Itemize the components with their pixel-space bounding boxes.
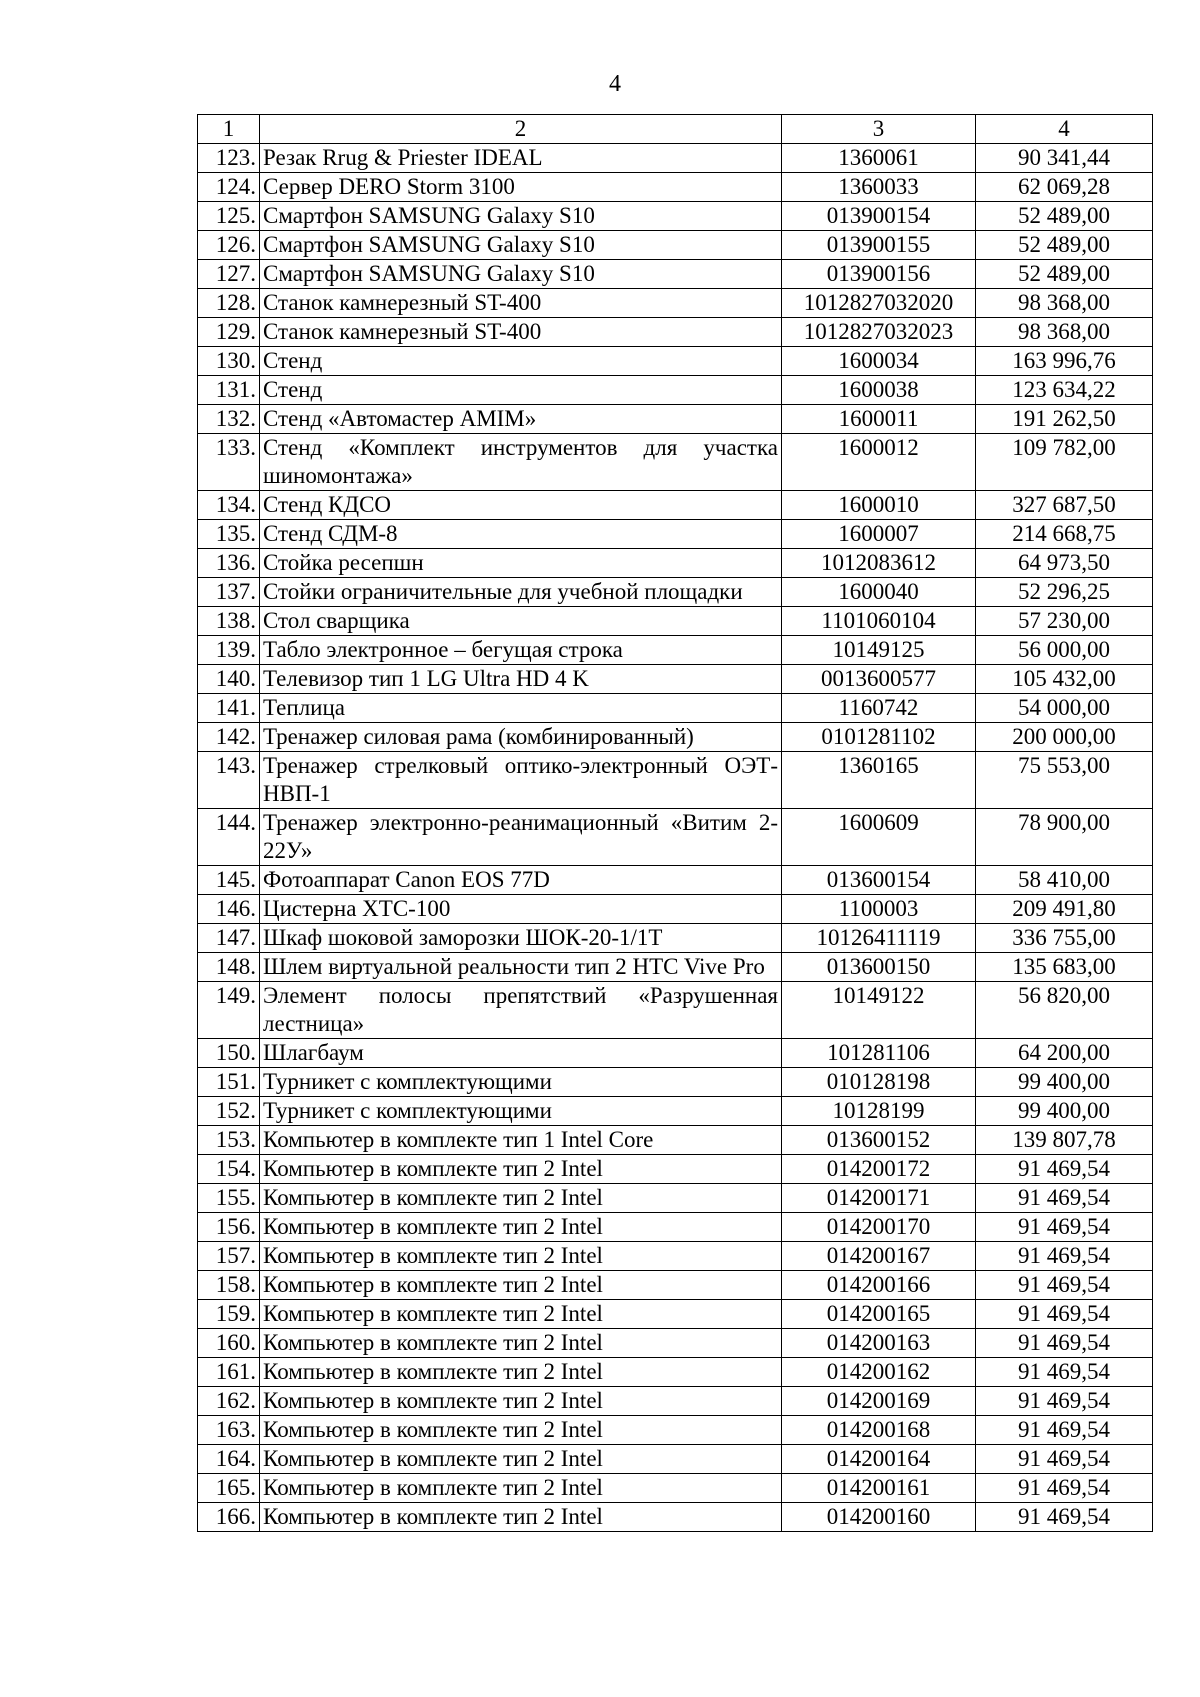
row-value: 52 489,00 bbox=[976, 260, 1153, 289]
row-inventory-code: 014200169 bbox=[782, 1387, 976, 1416]
row-name: Резак Rrug & Priester IDEAL bbox=[260, 144, 782, 173]
table-row bbox=[198, 1416, 1153, 1445]
row-number: 163. bbox=[198, 1416, 260, 1445]
row-number: 149. bbox=[198, 982, 260, 1039]
row-inventory-code: 013900154 bbox=[782, 202, 976, 231]
table-row bbox=[198, 1445, 1153, 1474]
row-number: 145. bbox=[198, 866, 260, 895]
page-number: 4 bbox=[609, 71, 621, 97]
row-inventory-code: 1600010 bbox=[782, 491, 976, 520]
row-inventory-code: 1600609 bbox=[782, 809, 976, 866]
table-row bbox=[198, 1358, 1153, 1387]
row-number: 144. bbox=[198, 809, 260, 866]
row-value: 52 489,00 bbox=[976, 202, 1153, 231]
row-number: 125. bbox=[198, 202, 260, 231]
row-name: Компьютер в комплекте тип 2 Intel bbox=[260, 1329, 782, 1358]
row-inventory-code: 1360061 bbox=[782, 144, 976, 173]
row-name: Компьютер в комплекте тип 2 Intel bbox=[260, 1271, 782, 1300]
row-value: 139 807,78 bbox=[976, 1126, 1153, 1155]
row-number: 126. bbox=[198, 231, 260, 260]
table-row bbox=[198, 1474, 1153, 1503]
table-row bbox=[198, 173, 1153, 202]
row-name: Станок камнерезный ST-400 bbox=[260, 318, 782, 347]
row-value: 62 069,28 bbox=[976, 173, 1153, 202]
row-number: 142. bbox=[198, 723, 260, 752]
table-row bbox=[198, 1039, 1153, 1068]
row-name: Шлем виртуальной реальности тип 2 HTC Vive Pro bbox=[260, 953, 782, 982]
table-row bbox=[198, 376, 1153, 405]
row-inventory-code: 014200172 bbox=[782, 1155, 976, 1184]
row-inventory-code: 1012083612 bbox=[782, 549, 976, 578]
table-row bbox=[198, 347, 1153, 376]
row-value: 58 410,00 bbox=[976, 866, 1153, 895]
row-number: 159. bbox=[198, 1300, 260, 1329]
row-name: Компьютер в комплекте тип 2 Intel bbox=[260, 1416, 782, 1445]
row-name: Тренажер силовая рама (комбинированный) bbox=[260, 723, 782, 752]
row-value: 64 973,50 bbox=[976, 549, 1153, 578]
row-value: 91 469,54 bbox=[976, 1416, 1153, 1445]
row-inventory-code: 014200164 bbox=[782, 1445, 976, 1474]
row-inventory-code: 014200165 bbox=[782, 1300, 976, 1329]
row-name: Стенд bbox=[260, 376, 782, 405]
row-name: Стенд bbox=[260, 347, 782, 376]
table-row bbox=[198, 144, 1153, 173]
row-number: 156. bbox=[198, 1213, 260, 1242]
header-col-2: 2 bbox=[260, 115, 782, 144]
row-value: 135 683,00 bbox=[976, 953, 1153, 982]
table-header-row bbox=[198, 115, 1153, 144]
row-value: 75 553,00 bbox=[976, 752, 1153, 809]
table-row bbox=[198, 752, 1153, 809]
row-inventory-code: 014200162 bbox=[782, 1358, 976, 1387]
row-number: 130. bbox=[198, 347, 260, 376]
row-number: 143. bbox=[198, 752, 260, 809]
row-value: 56 820,00 bbox=[976, 982, 1153, 1039]
row-number: 123. bbox=[198, 144, 260, 173]
row-number: 129. bbox=[198, 318, 260, 347]
row-number: 166. bbox=[198, 1503, 260, 1532]
row-number: 160. bbox=[198, 1329, 260, 1358]
row-name: Смартфон SAMSUNG Galaxy S10 bbox=[260, 260, 782, 289]
row-value: 98 368,00 bbox=[976, 318, 1153, 347]
row-inventory-code: 014200170 bbox=[782, 1213, 976, 1242]
table-row bbox=[198, 665, 1153, 694]
row-value: 91 469,54 bbox=[976, 1503, 1153, 1532]
row-number: 153. bbox=[198, 1126, 260, 1155]
table-row bbox=[198, 1155, 1153, 1184]
row-inventory-code: 014200168 bbox=[782, 1416, 976, 1445]
row-value: 91 469,54 bbox=[976, 1474, 1153, 1503]
header-col-1: 1 bbox=[198, 115, 260, 144]
row-inventory-code: 10149122 bbox=[782, 982, 976, 1039]
row-inventory-code: 013600154 bbox=[782, 866, 976, 895]
table-row bbox=[198, 549, 1153, 578]
table-row bbox=[198, 1387, 1153, 1416]
row-inventory-code: 014200163 bbox=[782, 1329, 976, 1358]
row-value: 91 469,54 bbox=[976, 1358, 1153, 1387]
row-value: 56 000,00 bbox=[976, 636, 1153, 665]
row-name: Стенд СДМ-8 bbox=[260, 520, 782, 549]
row-name: Табло электронное – бегущая строка bbox=[260, 636, 782, 665]
row-value: 99 400,00 bbox=[976, 1068, 1153, 1097]
row-inventory-code: 013900155 bbox=[782, 231, 976, 260]
row-name: Стенд «Автомастер AMIM» bbox=[260, 405, 782, 434]
row-number: 138. bbox=[198, 607, 260, 636]
row-number: 151. bbox=[198, 1068, 260, 1097]
row-value: 327 687,50 bbox=[976, 491, 1153, 520]
row-name: Стенд КДСО bbox=[260, 491, 782, 520]
table-row bbox=[198, 982, 1153, 1039]
row-inventory-code: 1012827032023 bbox=[782, 318, 976, 347]
row-inventory-code: 013600150 bbox=[782, 953, 976, 982]
row-inventory-code: 013900156 bbox=[782, 260, 976, 289]
row-inventory-code: 1012827032020 bbox=[782, 289, 976, 318]
row-inventory-code: 0013600577 bbox=[782, 665, 976, 694]
row-inventory-code: 1101060104 bbox=[782, 607, 976, 636]
table-row bbox=[198, 491, 1153, 520]
row-name: Стенд «Комплект инструментов для участка шиномонтажа» bbox=[260, 434, 782, 491]
row-name: Компьютер в комплекте тип 1 Intel Core bbox=[260, 1126, 782, 1155]
row-inventory-code: 10128199 bbox=[782, 1097, 976, 1126]
table-row bbox=[198, 289, 1153, 318]
table-row bbox=[198, 1329, 1153, 1358]
row-number: 164. bbox=[198, 1445, 260, 1474]
row-value: 52 489,00 bbox=[976, 231, 1153, 260]
table-row bbox=[198, 1068, 1153, 1097]
row-inventory-code: 1600038 bbox=[782, 376, 976, 405]
table-row bbox=[198, 318, 1153, 347]
row-value: 214 668,75 bbox=[976, 520, 1153, 549]
table-row bbox=[198, 1184, 1153, 1213]
row-inventory-code: 1160742 bbox=[782, 694, 976, 723]
row-value: 91 469,54 bbox=[976, 1387, 1153, 1416]
row-inventory-code: 1600011 bbox=[782, 405, 976, 434]
row-inventory-code: 010128198 bbox=[782, 1068, 976, 1097]
row-value: 91 469,54 bbox=[976, 1155, 1153, 1184]
row-value: 54 000,00 bbox=[976, 694, 1153, 723]
row-number: 165. bbox=[198, 1474, 260, 1503]
table-row bbox=[198, 924, 1153, 953]
row-number: 131. bbox=[198, 376, 260, 405]
row-name: Смартфон SAMSUNG Galaxy S10 bbox=[260, 202, 782, 231]
row-value: 91 469,54 bbox=[976, 1213, 1153, 1242]
table-row bbox=[198, 809, 1153, 866]
row-name: Тренажер стрелковый оптико-электронный ОЭТ-НВП-1 bbox=[260, 752, 782, 809]
row-value: 209 491,80 bbox=[976, 895, 1153, 924]
row-value: 91 469,54 bbox=[976, 1184, 1153, 1213]
row-inventory-code: 1360033 bbox=[782, 173, 976, 202]
table-row bbox=[198, 895, 1153, 924]
row-inventory-code: 101281106 bbox=[782, 1039, 976, 1068]
row-inventory-code: 014200160 bbox=[782, 1503, 976, 1532]
table-row bbox=[198, 231, 1153, 260]
row-number: 154. bbox=[198, 1155, 260, 1184]
row-value: 98 368,00 bbox=[976, 289, 1153, 318]
table-body bbox=[198, 144, 1153, 1532]
table-row bbox=[198, 434, 1153, 491]
table-row bbox=[198, 1213, 1153, 1242]
table-row bbox=[198, 723, 1153, 752]
table-row bbox=[198, 578, 1153, 607]
table-row bbox=[198, 607, 1153, 636]
row-value: 163 996,76 bbox=[976, 347, 1153, 376]
row-number: 137. bbox=[198, 578, 260, 607]
table-row bbox=[198, 202, 1153, 231]
row-value: 91 469,54 bbox=[976, 1271, 1153, 1300]
row-name: Компьютер в комплекте тип 2 Intel bbox=[260, 1503, 782, 1532]
row-inventory-code: 1600007 bbox=[782, 520, 976, 549]
row-name: Компьютер в комплекте тип 2 Intel bbox=[260, 1184, 782, 1213]
row-value: 91 469,54 bbox=[976, 1445, 1153, 1474]
row-name: Элемент полосы препятствий «Разрушенная лестница» bbox=[260, 982, 782, 1039]
row-number: 135. bbox=[198, 520, 260, 549]
table-row bbox=[198, 636, 1153, 665]
row-number: 140. bbox=[198, 665, 260, 694]
row-value: 200 000,00 bbox=[976, 723, 1153, 752]
table-row bbox=[198, 520, 1153, 549]
row-name: Турникет с комплектующими bbox=[260, 1068, 782, 1097]
row-number: 157. bbox=[198, 1242, 260, 1271]
row-number: 161. bbox=[198, 1358, 260, 1387]
row-value: 91 469,54 bbox=[976, 1242, 1153, 1271]
row-name: Компьютер в комплекте тип 2 Intel bbox=[260, 1387, 782, 1416]
row-number: 136. bbox=[198, 549, 260, 578]
header-col-3: 3 bbox=[782, 115, 976, 144]
row-inventory-code: 1600012 bbox=[782, 434, 976, 491]
row-name: Компьютер в комплекте тип 2 Intel bbox=[260, 1358, 782, 1387]
row-number: 139. bbox=[198, 636, 260, 665]
row-inventory-code: 014200161 bbox=[782, 1474, 976, 1503]
row-name: Компьютер в комплекте тип 2 Intel bbox=[260, 1300, 782, 1329]
row-inventory-code: 014200166 bbox=[782, 1271, 976, 1300]
table-row bbox=[198, 694, 1153, 723]
row-number: 148. bbox=[198, 953, 260, 982]
row-value: 90 341,44 bbox=[976, 144, 1153, 173]
table-row bbox=[198, 1271, 1153, 1300]
table-row bbox=[198, 866, 1153, 895]
row-number: 132. bbox=[198, 405, 260, 434]
row-number: 127. bbox=[198, 260, 260, 289]
row-value: 52 296,25 bbox=[976, 578, 1153, 607]
row-number: 146. bbox=[198, 895, 260, 924]
row-number: 155. bbox=[198, 1184, 260, 1213]
row-inventory-code: 10149125 bbox=[782, 636, 976, 665]
row-value: 57 230,00 bbox=[976, 607, 1153, 636]
row-number: 152. bbox=[198, 1097, 260, 1126]
row-value: 91 469,54 bbox=[976, 1300, 1153, 1329]
header-col-4: 4 bbox=[976, 115, 1153, 144]
row-name: Турникет с комплектующими bbox=[260, 1097, 782, 1126]
table-row bbox=[198, 1126, 1153, 1155]
row-value: 109 782,00 bbox=[976, 434, 1153, 491]
row-value: 64 200,00 bbox=[976, 1039, 1153, 1068]
row-number: 147. bbox=[198, 924, 260, 953]
table-row bbox=[198, 953, 1153, 982]
table-row bbox=[198, 260, 1153, 289]
row-name: Смартфон SAMSUNG Galaxy S10 bbox=[260, 231, 782, 260]
row-number: 158. bbox=[198, 1271, 260, 1300]
row-value: 336 755,00 bbox=[976, 924, 1153, 953]
row-name: Станок камнерезный ST-400 bbox=[260, 289, 782, 318]
table-row bbox=[198, 1503, 1153, 1532]
row-number: 150. bbox=[198, 1039, 260, 1068]
row-name: Компьютер в комплекте тип 2 Intel bbox=[260, 1445, 782, 1474]
table-row bbox=[198, 405, 1153, 434]
row-number: 133. bbox=[198, 434, 260, 491]
row-name: Компьютер в комплекте тип 2 Intel bbox=[260, 1213, 782, 1242]
table-row bbox=[198, 1097, 1153, 1126]
row-number: 124. bbox=[198, 173, 260, 202]
row-value: 91 469,54 bbox=[976, 1329, 1153, 1358]
row-inventory-code: 1600040 bbox=[782, 578, 976, 607]
row-value: 123 634,22 bbox=[976, 376, 1153, 405]
row-inventory-code: 014200167 bbox=[782, 1242, 976, 1271]
row-name: Компьютер в комплекте тип 2 Intel bbox=[260, 1155, 782, 1184]
row-name: Фотоаппарат Canon EOS 77D bbox=[260, 866, 782, 895]
row-name: Телевизор тип 1 LG Ultra HD 4 K bbox=[260, 665, 782, 694]
row-name: Цистерна ХТС-100 bbox=[260, 895, 782, 924]
row-inventory-code: 014200171 bbox=[782, 1184, 976, 1213]
inventory-table bbox=[197, 114, 1153, 1532]
row-inventory-code: 0101281102 bbox=[782, 723, 976, 752]
row-number: 128. bbox=[198, 289, 260, 318]
row-number: 162. bbox=[198, 1387, 260, 1416]
row-inventory-code: 1100003 bbox=[782, 895, 976, 924]
table-row bbox=[198, 1242, 1153, 1271]
row-number: 134. bbox=[198, 491, 260, 520]
row-name: Стойка ресепшн bbox=[260, 549, 782, 578]
row-name: Сервер DERO Storm 3100 bbox=[260, 173, 782, 202]
row-value: 191 262,50 bbox=[976, 405, 1153, 434]
row-value: 78 900,00 bbox=[976, 809, 1153, 866]
row-name: Компьютер в комплекте тип 2 Intel bbox=[260, 1474, 782, 1503]
row-name: Компьютер в комплекте тип 2 Intel bbox=[260, 1242, 782, 1271]
row-name: Шлагбаум bbox=[260, 1039, 782, 1068]
row-name: Стойки ограничительные для учебной площадки bbox=[260, 578, 782, 607]
row-value: 99 400,00 bbox=[976, 1097, 1153, 1126]
row-name: Стол сварщика bbox=[260, 607, 782, 636]
row-inventory-code: 013600152 bbox=[782, 1126, 976, 1155]
row-number: 141. bbox=[198, 694, 260, 723]
row-name: Теплица bbox=[260, 694, 782, 723]
row-value: 105 432,00 bbox=[976, 665, 1153, 694]
row-inventory-code: 1600034 bbox=[782, 347, 976, 376]
row-name: Шкаф шоковой заморозки ШОК-20-1/1Т bbox=[260, 924, 782, 953]
row-name: Тренажер электронно-реанимационный «Витим 2-22У» bbox=[260, 809, 782, 866]
row-inventory-code: 1360165 bbox=[782, 752, 976, 809]
row-inventory-code: 10126411119 bbox=[782, 924, 976, 953]
table-row bbox=[198, 1300, 1153, 1329]
